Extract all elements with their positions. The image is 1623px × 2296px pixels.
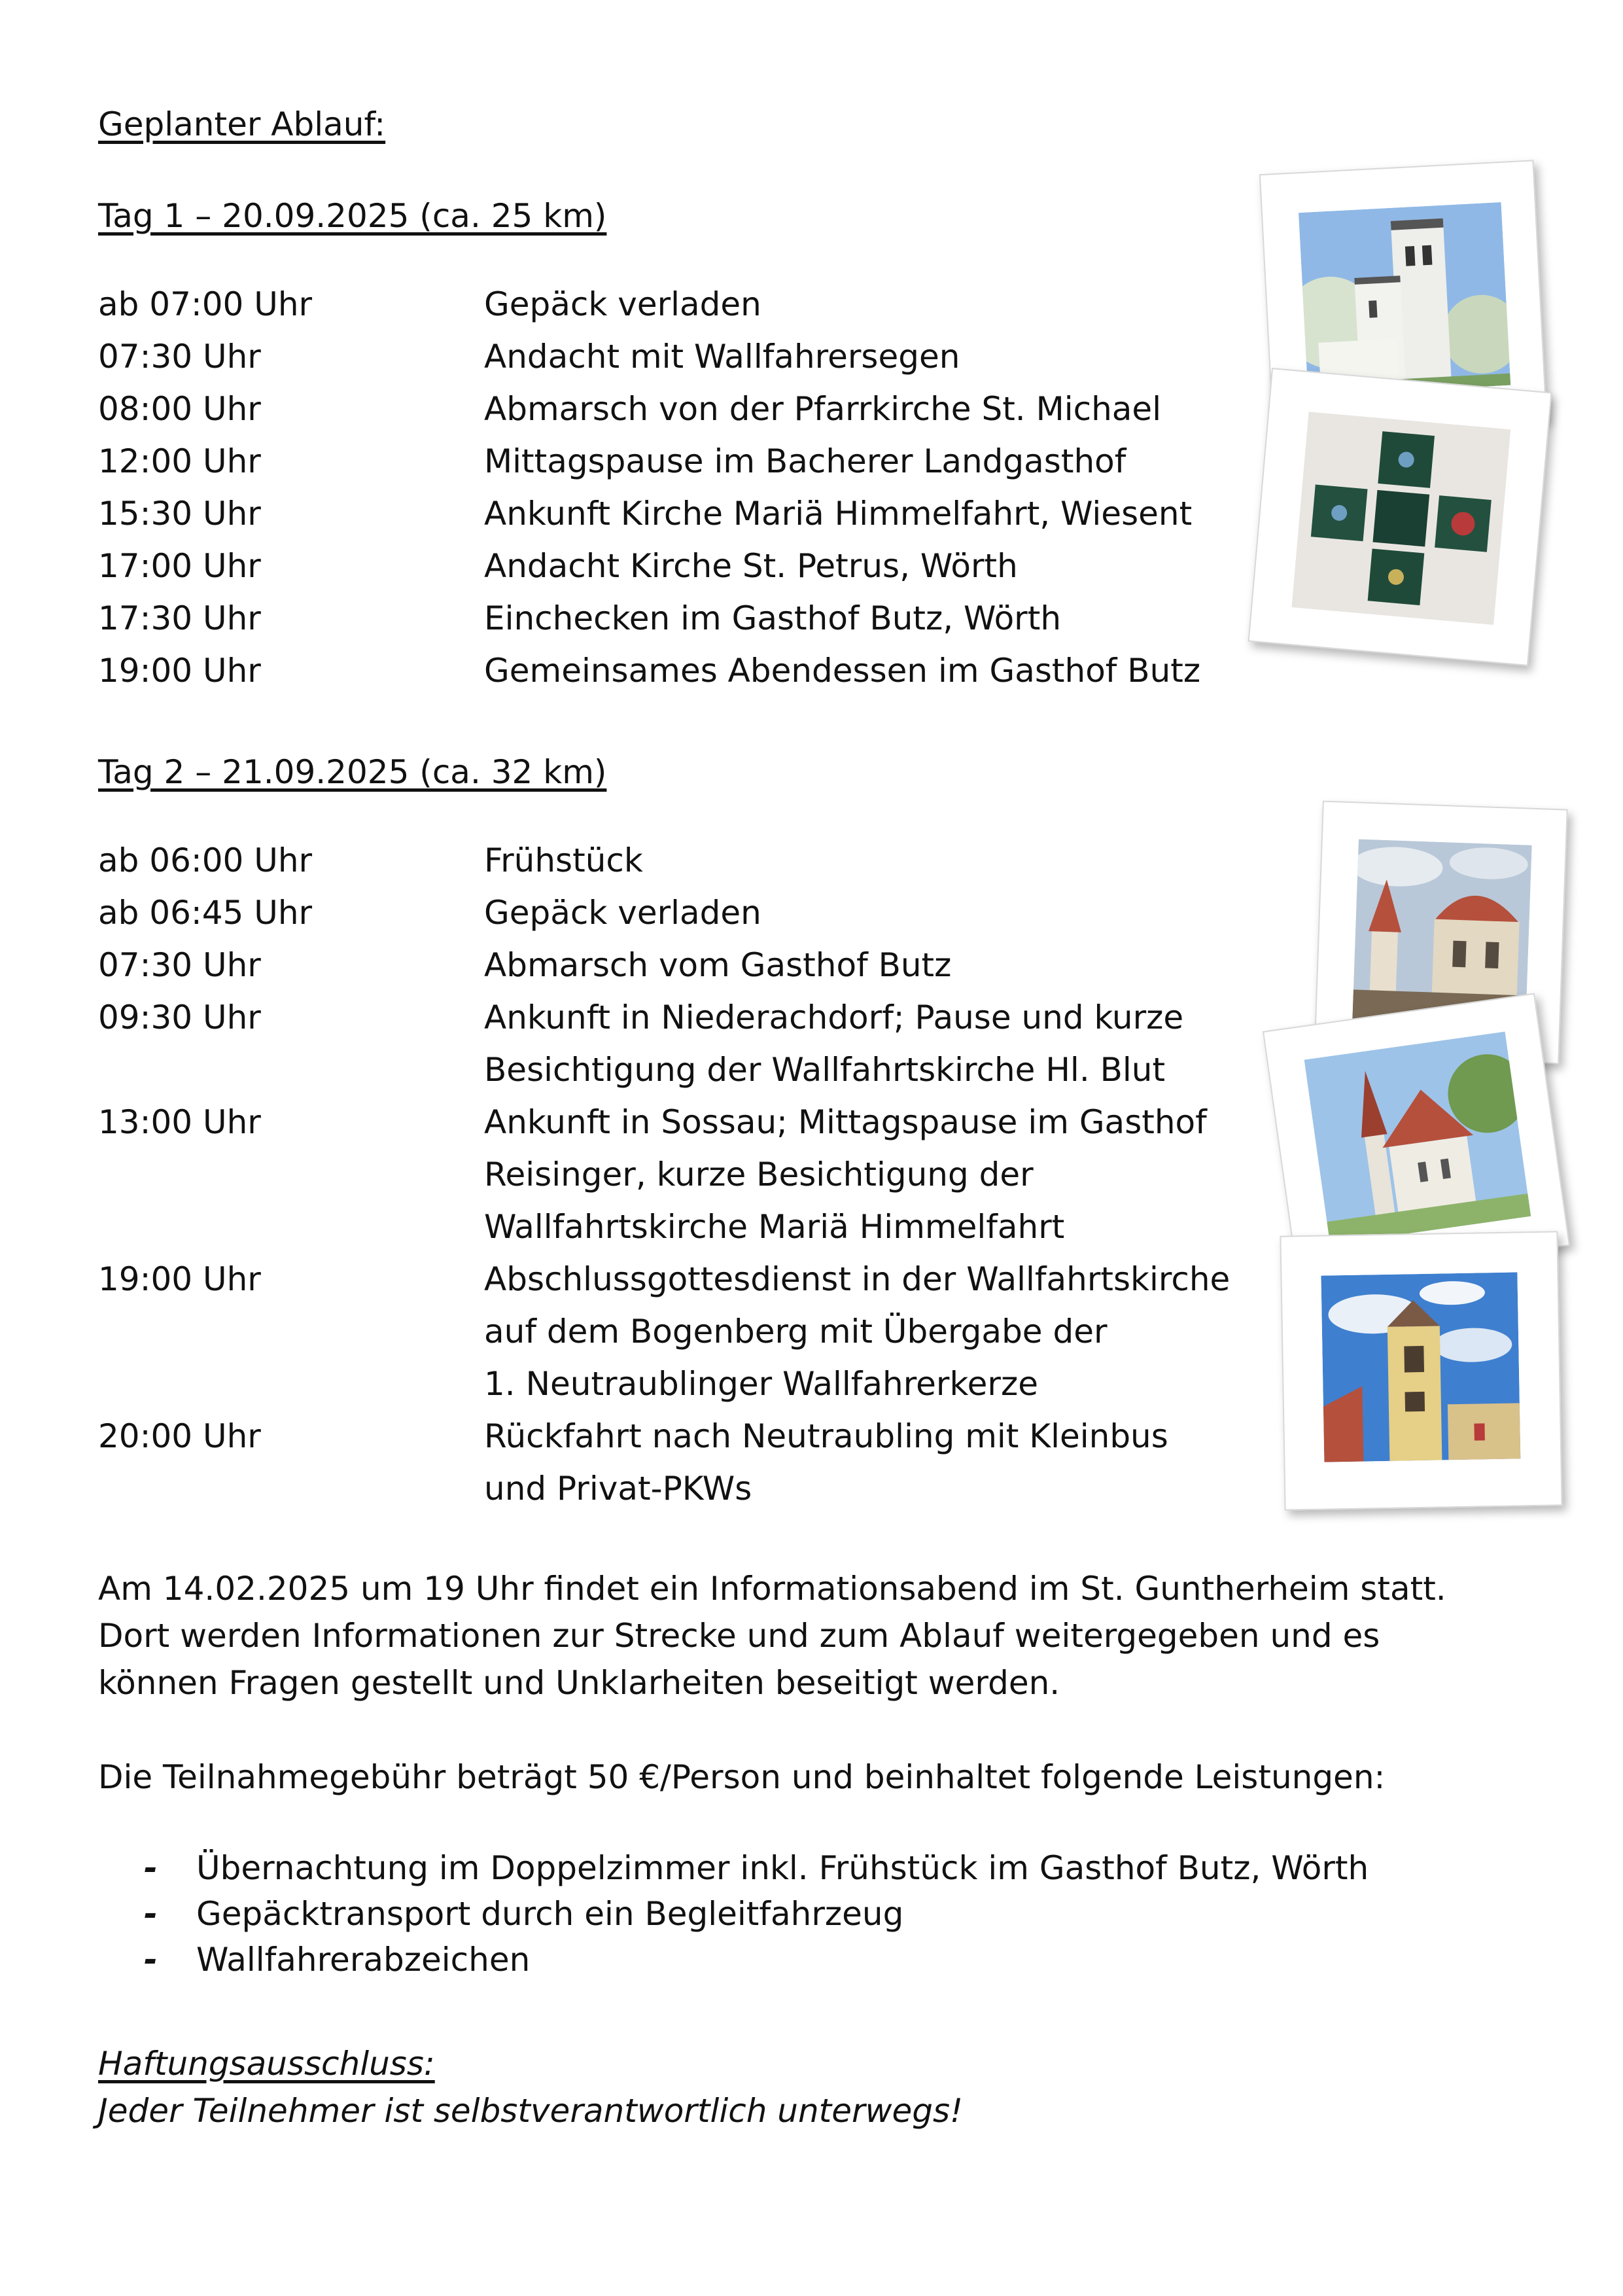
schedule-time: ab 07:00 Uhr: [98, 285, 313, 323]
tower-photo-image: [1321, 1272, 1520, 1462]
day1-schedule: [98, 278, 1276, 697]
bullet-dash: -: [144, 1941, 158, 1979]
schedule-row: [98, 592, 1276, 645]
schedule-row: [98, 887, 1276, 939]
cross-photo-image: [1291, 412, 1510, 625]
schedule-row: [98, 540, 1276, 592]
church-photo-image: [1299, 202, 1510, 396]
schedule-description: Gepäck verladen: [484, 285, 761, 323]
photo-mosaic-cross: [1248, 368, 1552, 666]
schedule-description: Frühstück: [484, 841, 643, 879]
schedule-time: 09:30 Uhr: [98, 998, 261, 1036]
schedule-row: [98, 645, 1276, 697]
schedule-description: Rückfahrt nach Neutraubling mit Kleinbus und Privat-PKWs: [484, 1417, 1168, 1508]
schedule-time: ab 06:00 Uhr: [98, 841, 313, 879]
schedule-description: Andacht mit Wallfahrersegen: [484, 338, 960, 376]
bullet-dash: -: [144, 1849, 158, 1887]
schedule-description: Gepäck verladen: [484, 894, 761, 932]
schedule-row: [98, 1253, 1276, 1410]
schedule-time: 15:30 Uhr: [98, 495, 261, 533]
fee-list: [98, 1845, 1537, 1983]
schedule-description: Andacht Kirche St. Petrus, Wörth: [484, 547, 1018, 585]
schedule-time: 13:00 Uhr: [98, 1103, 261, 1141]
schedule-time: 19:00 Uhr: [98, 1260, 261, 1298]
schedule-description: Gemeinsames Abendessen im Gasthof Butz: [484, 652, 1201, 690]
schedule-time: 07:30 Uhr: [98, 946, 261, 984]
schedule-time: 12:00 Uhr: [98, 442, 261, 480]
info-paragraph: Am 14.02.2025 um 19 Uhr findet ein Informationsabend im St. Guntherheim statt. Dort werden Informationen zur Strecke und zum Ablauf weitergegeben und es können Fragen gestellt und Unklarheiten beseitigt werden.: [98, 1570, 1446, 1702]
day2-schedule: [98, 834, 1276, 1515]
schedule-row: [98, 330, 1276, 383]
schedule-time: 17:00 Uhr: [98, 547, 261, 585]
fee-paragraph: Die Teilnahmegebühr beträgt 50 €/Person und beinhaltet folgende Leistungen:: [98, 1758, 1386, 1796]
schedule-description: Ankunft in Niederachdorf; Pause und kurze Besichtigung der Wallfahrtskirche Hl. Blut: [484, 998, 1184, 1089]
schedule-description: Abmarsch vom Gasthof Butz: [484, 946, 952, 984]
day2-heading: Tag 2 – 21.09.2025 (ca. 32 km): [98, 753, 607, 791]
red-roof-church-photo-image: [1304, 1032, 1531, 1245]
list-item: - Wallfahrerabzeichen: [98, 1937, 1537, 1983]
bullet-dash: -: [144, 1895, 158, 1933]
schedule-row: [98, 939, 1276, 991]
schedule-row: [98, 435, 1276, 487]
schedule-description: Abschlussgottesdienst in der Wallfahrtskirche auf dem Bogenberg mit Übergabe der 1. Neutraublinger Wallfahrerkerze: [484, 1260, 1230, 1403]
schedule-time: 17:30 Uhr: [98, 599, 261, 637]
schedule-time: ab 06:45 Uhr: [98, 894, 313, 932]
page-title: Geplanter Ablauf:: [98, 105, 386, 143]
list-item: - Gepäcktransport durch ein Begleitfahrzeug: [98, 1891, 1537, 1937]
schedule-row: [98, 383, 1276, 435]
schedule-row: [98, 834, 1276, 887]
schedule-time: 08:00 Uhr: [98, 390, 261, 428]
schedule-description: Ankunft Kirche Mariä Himmelfahrt, Wiesent: [484, 495, 1193, 533]
schedule-row: [98, 487, 1276, 540]
schedule-row: [98, 1410, 1276, 1515]
schedule-time: 07:30 Uhr: [98, 338, 261, 376]
schedule-description: Einchecken im Gasthof Butz, Wörth: [484, 599, 1062, 637]
schedule-row: [98, 1096, 1276, 1253]
schedule-time: 20:00 Uhr: [98, 1417, 261, 1455]
disclaimer-text: Jeder Teilnehmer ist selbstverantwortlich unterwegs!: [98, 2092, 964, 2130]
schedule-description: Mittagspause im Bacherer Landgasthof: [484, 442, 1126, 480]
schedule-row: [98, 991, 1276, 1096]
schedule-row: [98, 278, 1276, 330]
list-item: - Übernachtung im Doppelzimmer inkl. Frühstück im Gasthof Butz, Wörth: [98, 1845, 1537, 1891]
day1-heading: Tag 1 – 20.09.2025 (ca. 25 km): [98, 197, 607, 235]
disclaimer-heading: Haftungsausschluss:: [98, 2045, 435, 2083]
photo-church-bogenberg: [1280, 1231, 1562, 1510]
schedule-description: Abmarsch von der Pfarrkirche St. Michael: [484, 390, 1162, 428]
schedule-description: Ankunft in Sossau; Mittagspause im Gasthof Reisinger, kurze Besichtigung der Wallfahrtskirche Mariä Himmelfahrt: [484, 1103, 1207, 1246]
schedule-time: 19:00 Uhr: [98, 652, 261, 690]
